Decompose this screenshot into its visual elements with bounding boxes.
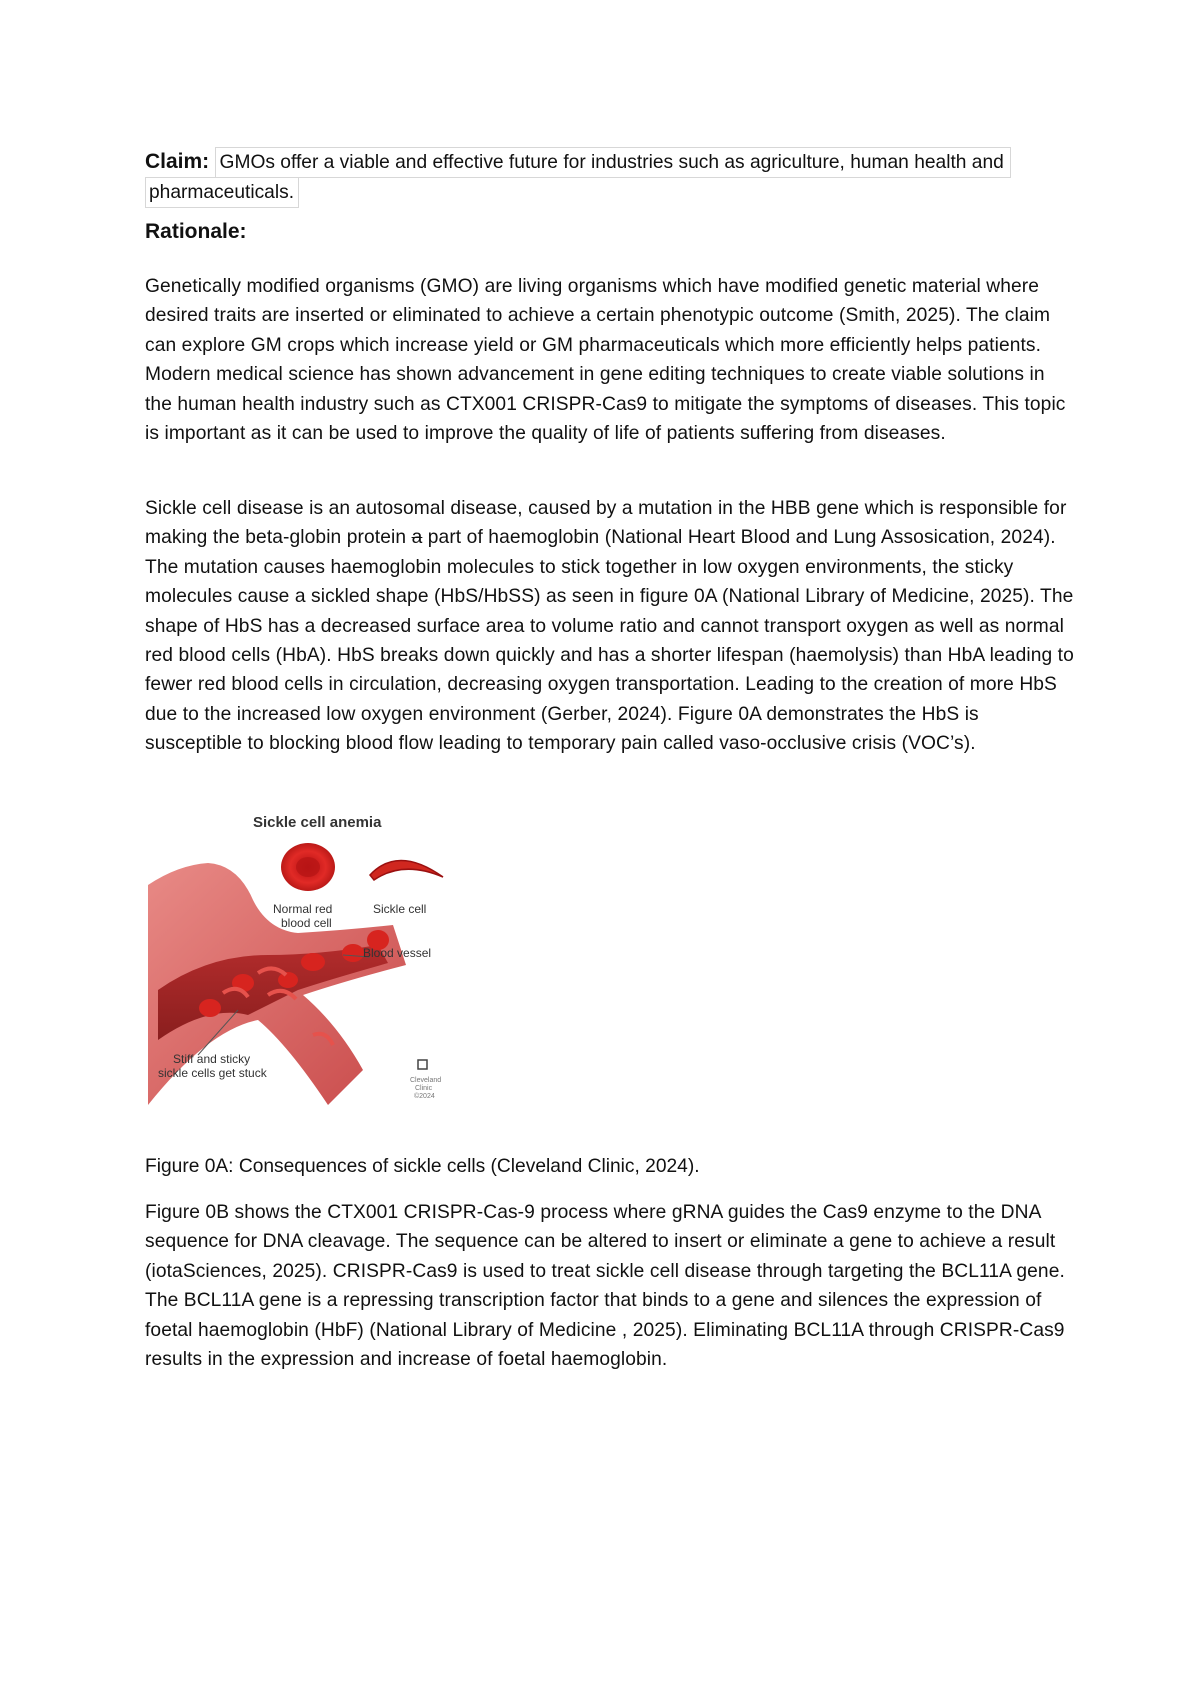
label-stuck-2: sickle cells get stuck bbox=[158, 1066, 267, 1080]
rationale-heading: Rationale: bbox=[145, 220, 247, 243]
claim-label: Claim: bbox=[145, 150, 210, 173]
watermark-2: Clinic bbox=[415, 1085, 433, 1092]
label-normal-1: Normal red bbox=[273, 902, 333, 916]
claim-text-line2-word: pharmaceuticals bbox=[149, 182, 289, 203]
figure-title: Sickle cell anemia bbox=[253, 814, 382, 831]
claim-text-line1: GMOs offer a viable and effective future for industries such as agriculture, human health and bbox=[215, 147, 1011, 178]
normal-red-blood-cell bbox=[281, 843, 335, 891]
sickle-cell-shape bbox=[370, 860, 443, 880]
paragraph-crispr: Figure 0B shows the CTX001 CRISPR-Cas-9 process where gRNA guides the Cas9 enzyme to the DNA sequence for DNA cleavage. The sequence can be altered to insert or eliminate a gene to achieve a result (iotaSciences, 2025). CRISPR-Cas9 is used to treat sickle cell disease through targeting the BCL11A gene. The BCL11A gene is a repressing transcription factor that binds to a gene and silences the expression of foetal haemoglobin (HbF) (National Library of Medicine , 2025). Eliminating BCL11A through CRISPR-Cas9 results in the expression and increase of foetal haemoglobin. bbox=[145, 1202, 1065, 1371]
sickle-cell-illustration bbox=[148, 805, 488, 1125]
watermark-3: ©2024 bbox=[414, 1093, 435, 1100]
claim-text-line2-period: . bbox=[288, 182, 295, 203]
claim-line bbox=[145, 147, 1011, 178]
watermark-1: Cleveland bbox=[410, 1077, 442, 1084]
paragraph-gmo-intro: Genetically modified organisms (GMO) are living organisms which have modified genetic material where desired traits are inserted or eliminated to achieve a certain phenotypic outcome (Smith, 2025). The claim can explore GM crops which increase yield or GM pharmaceuticals which more efficiently helps patients. Modern medical science has shown advancement in gene editing techniques to create viable solutions in the human health industry such as CTX001 CRISPR-Cas9 to mitigate the symptoms of diseases. This topic is important as it can be used to improve the quality of life of patients suffering from diseases. bbox=[145, 276, 1066, 445]
paragraph2-part1: Sickle cell disease is an autosomal disease, caused by a mutation in the HBB gene which is responsible for making the beta-globin protein bbox=[145, 498, 1067, 549]
label-normal-2: blood cell bbox=[281, 916, 332, 930]
cleveland-logo-icon bbox=[418, 1060, 427, 1069]
label-sickle: Sickle cell bbox=[373, 902, 427, 916]
label-blood-vessel: Blood vessel bbox=[363, 946, 432, 960]
paragraph2-part2: part of haemoglobin (National Heart Blood and Lung Assosication, 2024). The mutation causes haemoglobin molecules to stick together in low oxygen environments, the sticky molecules cause a sickled shape (HbS/HbSS) as seen in figure 0A (National Library of Medicine, 2025). The shape of HbS has a decreased surface area to volume ratio and cannot transport oxygen as well as normal red blood cells (HbA). HbS breaks down quickly and has a shorter lifespan (haemolysis) than HbA leading to fewer red blood cells in circulation, decreasing oxygen transportation. Leading to the creation of more HbS due to the increased low oxygen environment (Gerber, 2024). Figure 0A demonstrates the HbS is susceptible to blocking blood flow leading to temporary pain called vaso-occlusive crisis (VOC’s). bbox=[145, 527, 1074, 755]
claim-text-line2 bbox=[145, 177, 299, 208]
label-stuck-1: Stiff and sticky bbox=[173, 1052, 251, 1066]
paragraph-sickle-cell bbox=[145, 494, 1075, 759]
paragraph2-strikethrough: a bbox=[411, 527, 423, 549]
figure-caption: Figure 0A: Consequences of sickle cells (Cleveland Clinic, 2024). bbox=[145, 1156, 700, 1177]
sickle-cell-figure bbox=[148, 805, 488, 1125]
